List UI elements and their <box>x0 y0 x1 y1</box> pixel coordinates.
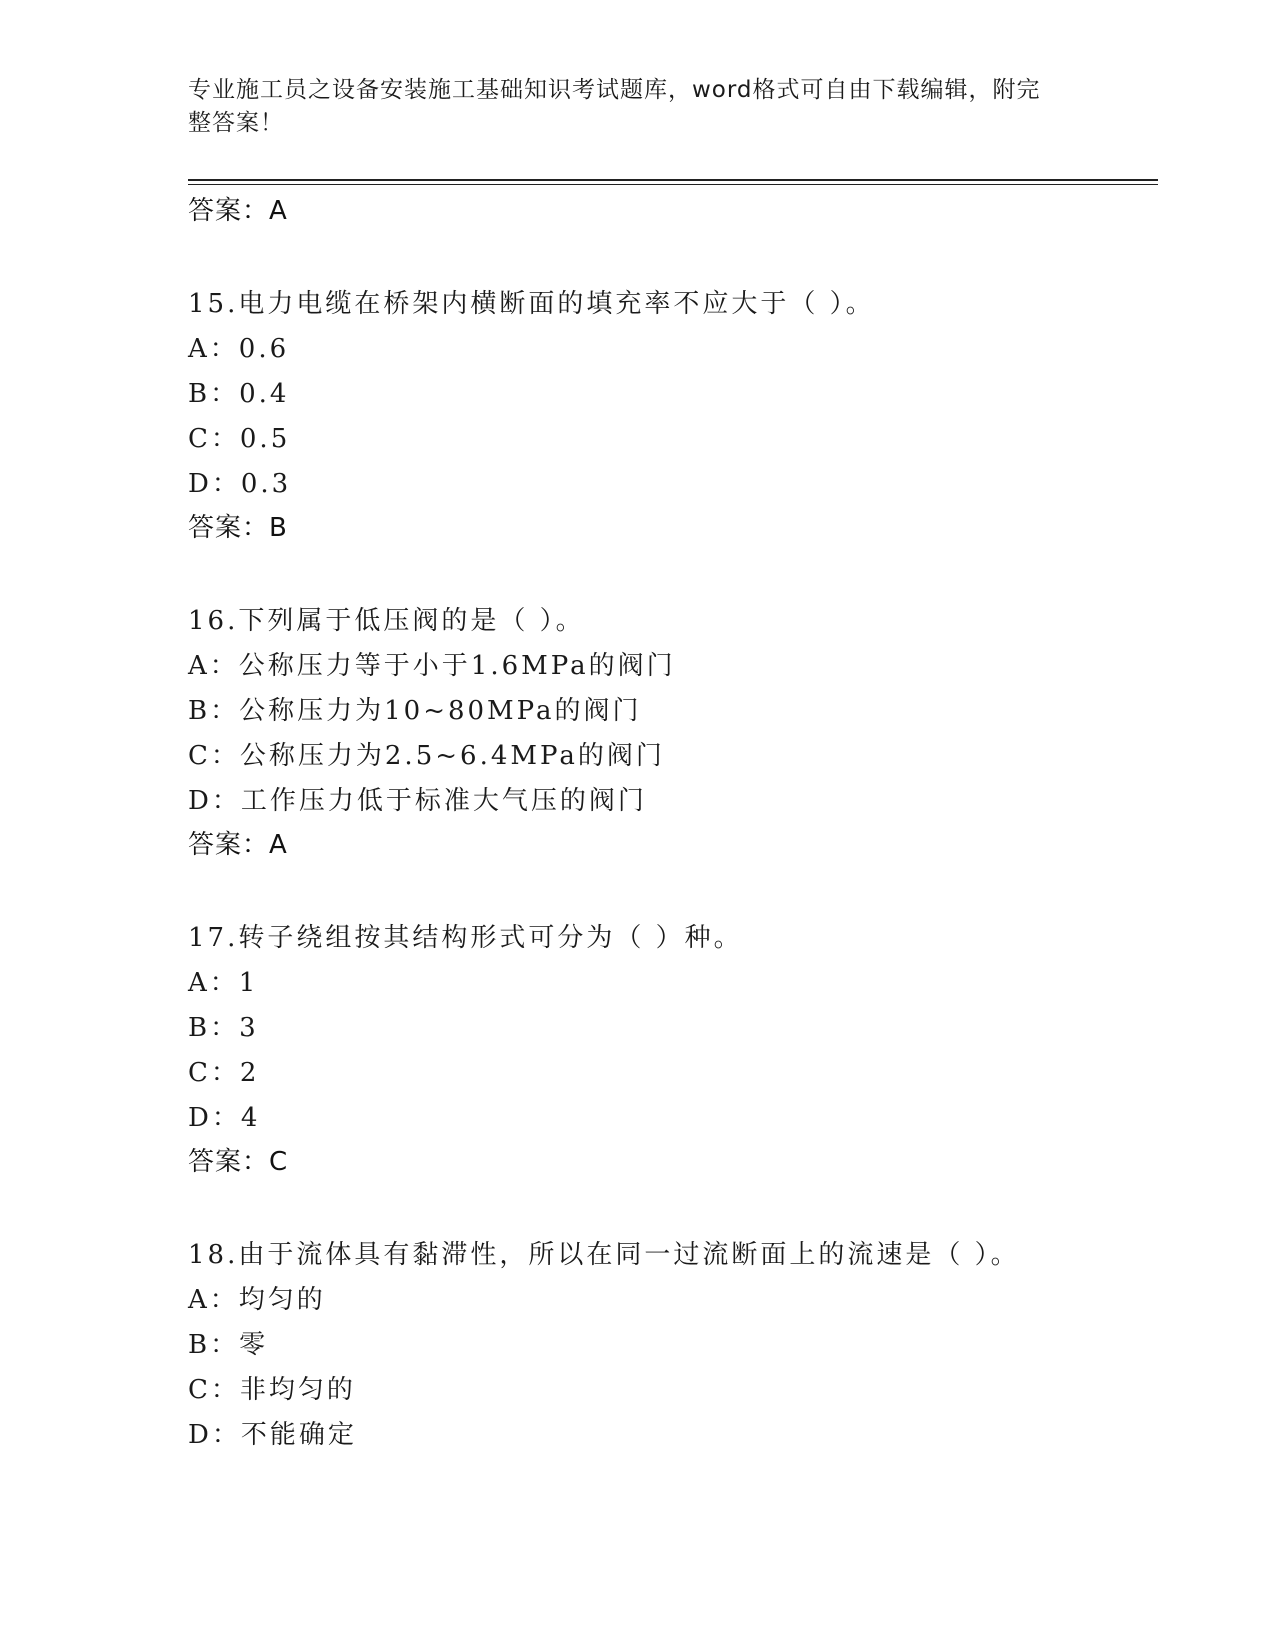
option-16-b: B：公称压力为10~80MPa的阀门 <box>188 696 642 726</box>
option-17-b: B：3 <box>188 1013 259 1043</box>
answer-17: 答案：C <box>188 1147 289 1177</box>
header-title-line2: 整答案！ <box>188 110 284 136</box>
option-16-d: D：工作压力低于标准大气压的阀门 <box>188 786 647 816</box>
answer-16: 答案：A <box>188 830 288 860</box>
question-18: 18.由于流体具有黏滞性，所以在同一过流断面上的流速是（ ）。 <box>188 1240 1020 1270</box>
option-18-b: B：零 <box>188 1330 269 1360</box>
header-title-line1: 专业施工员之设备安装施工基础知识考试题库，word格式可自由下载编辑，附完 <box>188 77 1041 103</box>
option-18-d: D：不能确定 <box>188 1420 357 1450</box>
question-16: 16.下列属于低压阀的是（ ）。 <box>188 606 585 636</box>
option-18-a: A：均匀的 <box>188 1285 326 1315</box>
option-15-b: B：0.4 <box>188 379 290 409</box>
answer-previous: 答案：A <box>188 196 288 226</box>
answer-15: 答案：B <box>188 513 288 543</box>
option-15-d: D：0.3 <box>188 469 292 499</box>
option-15-c: C：0.5 <box>188 424 291 454</box>
header-divider-thin <box>188 184 1158 185</box>
option-16-c: C：公称压力为2.5~6.4MPa的阀门 <box>188 741 665 771</box>
question-17: 17.转子绕组按其结构形式可分为（ ）种。 <box>188 923 743 953</box>
option-17-a: A：1 <box>188 968 259 998</box>
option-17-c: C：2 <box>188 1058 260 1088</box>
option-16-a: A：公称压力等于小于1.6MPa的阀门 <box>188 651 676 681</box>
option-18-c: C：非均匀的 <box>188 1375 356 1405</box>
document-header <box>188 74 1068 140</box>
question-15: 15.电力电缆在桥架内横断面的填充率不应大于（ ）。 <box>188 289 875 319</box>
option-15-a: A：0.6 <box>188 334 290 364</box>
header-divider-thick <box>188 179 1158 181</box>
option-17-d: D：4 <box>188 1103 261 1133</box>
